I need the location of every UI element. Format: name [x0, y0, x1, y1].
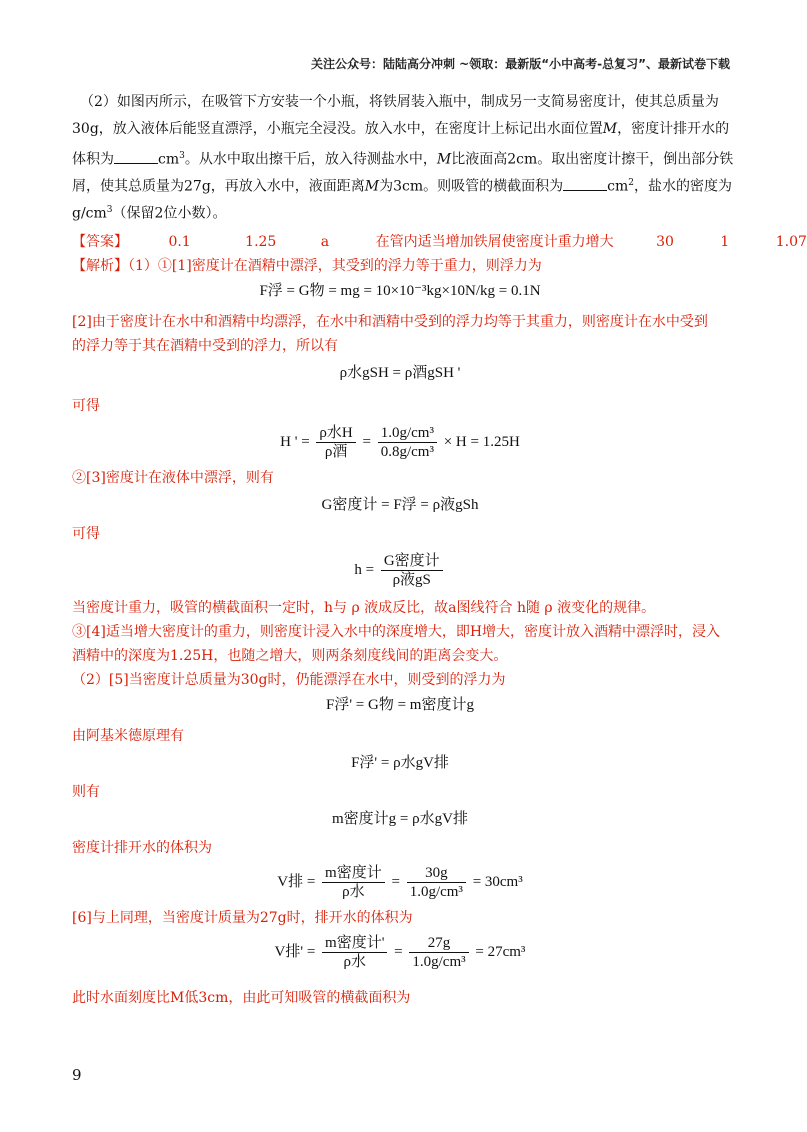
analysis-line: 可得: [72, 398, 100, 414]
answer-line: [72, 232, 807, 252]
formula-volume-30: V排 = $\frac{\text{m密度计}}{\text{ρ水}}$ = $\frac{30g}{\text{1.0g/cm³}}$ = 30cm³: [277, 865, 523, 900]
formula-mass-balance: m密度计g = ρ水gV排: [332, 811, 468, 827]
answer-value: 1.25: [245, 234, 277, 250]
answer-value: a: [320, 234, 330, 250]
answer-value: 1.07: [775, 234, 807, 250]
answer-value: 1: [720, 234, 730, 250]
question-line-5: $g/cm^3$（保留2位小数）。: [72, 205, 227, 222]
analysis-line: 的浮力等于其在酒精中受到的浮力，所以有: [72, 338, 338, 354]
formula-volume-27: V排' = $\frac{\text{m密度计'}}{\text{ρ水}}$ = $\frac{27g}{\text{1.0g/cm³}}$ = 27cm³: [274, 935, 526, 970]
answer-value: 30: [656, 234, 674, 250]
formula-h: h = $\frac{\text{G密度计}}{\text{ρ液gS}}$: [0, 552, 800, 589]
analysis-line: 可得: [72, 526, 100, 542]
answer-blank: [563, 176, 607, 191]
analysis-line: （2）[5]当密度计总质量为30g时，仍能漂浮在水中，则受到的浮力为: [72, 672, 506, 688]
formula-buoyancy: F浮 = G物 = mg = 10×10⁻³kg×10N/kg = 0.1N: [259, 283, 541, 299]
analysis-line: 当密度计重力，吸管的横截面积一定时，h与 ρ 液成反比，故a图线符合 h随 ρ 液变化的规律。: [72, 600, 656, 616]
formula-depth-ratio: H ' = $\frac{\text{ρ水H}}{\text{ρ酒}}$ = $\frac{\text{1.0g/cm³}}{\text{0.8g/cm³}}$ × H = 1.25H: [280, 425, 520, 460]
analysis-line: 密度计排开水的体积为: [72, 840, 212, 856]
analysis-line: [6]与上同理，当密度计质量为27g时，排开水的体积为: [72, 910, 413, 926]
formula-equal-buoyancy: ρ水gSH = ρ酒gSH ': [339, 365, 461, 381]
analysis-line: 此时水面刻度比M低3cm，由此可知吸管的横截面积为: [72, 990, 411, 1006]
answer-value: 在管内适当增加铁屑使密度计重力增大: [375, 234, 614, 250]
page-number: 9: [72, 1066, 82, 1084]
answer-label: 【答案】: [72, 234, 128, 250]
analysis-line: 【解析】（1）①[1]密度计在酒精中漂浮，其受到的浮力等于重力，则浮力为: [72, 258, 542, 274]
page-header: 关注公众号：陆陆高分冲刺 ~领取：最新版“小中高考-总复习”、最新试卷下载: [311, 57, 730, 71]
question-line-1: （2）如图丙所示，在吸管下方安装一个小瓶，将铁屑装入瓶中，制成另一支简易密度计，使其总质量为: [80, 94, 719, 110]
answer-value: 0.1: [168, 234, 191, 250]
formula-floating: G密度计 = F浮 = ρ液gSh: [321, 497, 479, 513]
question-line-3: 体积为 $cm^3$。从水中取出擦干后，放入待测盐水中，M比液面高2cm。取出密度计擦干，倒出部分铁: [72, 146, 733, 170]
analysis-line: 则有: [72, 784, 100, 800]
answer-blank: [114, 149, 158, 164]
analysis-line: ②[3]密度计在液体中漂浮，则有: [72, 470, 274, 486]
formula-buoyancy-2: F浮' = G物 = m密度计g: [326, 697, 474, 713]
analysis-line: [2]由于密度计在水中和酒精中均漂浮，在水中和酒精中受到的浮力均等于其重力，则密度计在水中受到: [72, 314, 708, 330]
question-line-2: 30g，放入液体后能竖直漂浮，小瓶完全浸没。放入水中，在密度计上标记出水面位置M，密度计排开水的: [72, 121, 730, 137]
question-line-4: 屑，使其总质量为27g，再放入水中，液面距离M为3cm。则吸管的横截面积为 $cm^2$，盐水的密度为: [72, 173, 732, 197]
analysis-line: 由阿基米德原理有: [72, 728, 184, 744]
analysis-line: 酒精中的深度为1.25H，也随之增大，则两条刻度线间的距离会变大。: [72, 648, 508, 664]
analysis-line: ③[4]适当增大密度计的重力，则密度计浸入水中的深度增大，即H增大，密度计放入酒精中漂浮时，浸入: [72, 624, 721, 640]
formula-archimedes: F浮' = ρ水gV排: [351, 755, 449, 771]
